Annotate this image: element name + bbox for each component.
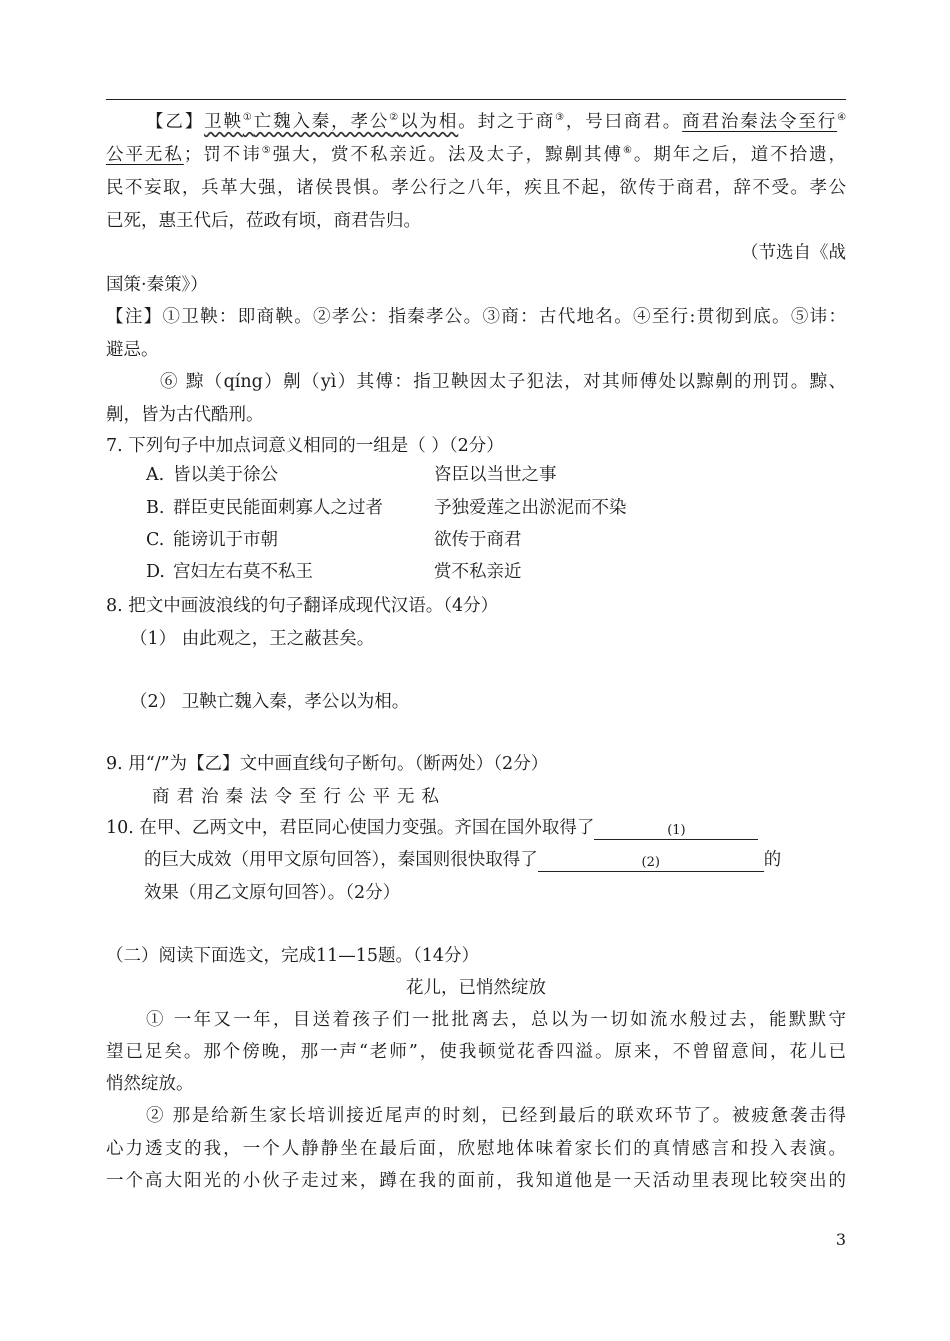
q7-option-b-right: 予独爱莲之出淤泥而不染 xyxy=(434,498,627,518)
question-8-sentence-1: （1） 由此观之，王之蔽甚矣。 xyxy=(130,629,375,649)
q7-option-a-right: 咨臣以当世之事 xyxy=(434,465,557,485)
paragraph-2-line-3: 一个高大阳光的小伙子走过来，蹲在我的面前，我知道他是一天活动里表现比较突出的 xyxy=(106,1171,846,1191)
notes-line-2: 避忌。 xyxy=(106,340,159,360)
paragraph-1-line-2: 望已足矣。那个傍晚，那一声“老师”，使我顿觉花香四溢。原来，不曾留意间，花儿已 xyxy=(106,1042,846,1062)
question-8-sentence-2: （2） 卫鞅亡魏入秦，孝公以为相。 xyxy=(130,692,410,712)
q7-option-d-right: 赏不私亲近 xyxy=(434,562,522,582)
q7-option-a-letter: A. xyxy=(146,465,165,485)
source-citation-b: 国策·秦策》） xyxy=(106,275,208,295)
q7-option-c-letter: C. xyxy=(146,530,165,550)
article-title: 花儿，已悄然绽放 xyxy=(406,978,546,998)
paragraph-1-line-3: 悄然绽放。 xyxy=(106,1074,194,1094)
passage-label: 【乙】 xyxy=(146,112,205,132)
question-9-stem: 9. 用“/”为【乙】文中画直线句子断句。（断两处）（2分） xyxy=(106,754,549,774)
section-2-heading: （二）阅读下面选文，完成11—15题。（14分） xyxy=(106,946,480,966)
notes-line-4: 劓，皆为古代酷刑。 xyxy=(106,405,264,425)
q7-option-a-left: 皆以美于徐公 xyxy=(173,465,278,485)
straight-underline-sentence: 商君治秦法令至行 xyxy=(682,112,838,132)
question-8-stem: 8. 把文中画波浪线的句子翻译成现代汉语。（4分） xyxy=(106,596,499,616)
q7-option-b-letter: B. xyxy=(146,498,165,518)
question-10-line-1: 10. 在甲、乙两文中，君臣同心使国力变强。齐国在国外取得了 (1) xyxy=(106,816,846,840)
passage-yi-line-2: 公平无私；罚不讳⑤强大，赏不私亲近。法及太子，黥劓其傅⑥。期年之后，道不拾遗， xyxy=(106,145,847,165)
q7-option-d-letter: D. xyxy=(146,562,165,582)
paragraph-2-line-2: 心力透支的我，一个人静静坐在最后面，欣慰地体味着家长们的真情感言和投入表演。 xyxy=(106,1139,846,1159)
notes-line-1: 【注】①卫鞅：即商鞅。②孝公：指秦孝公。③商：古代地名。④至行:贯彻到底。⑤讳： xyxy=(106,307,846,327)
header-rule xyxy=(106,99,846,100)
passage-yi-line-4: 已死，惠王代后，莅政有顷，商君告归。 xyxy=(106,211,421,231)
q7-option-b-left: 群臣吏民能面刺寡人之过者 xyxy=(173,498,383,518)
passage-yi-line-3: 民不妄取，兵革大强，诸侯畏惧。孝公行之八年，疾且不起，欲传于商君，辞不受。孝公 xyxy=(106,178,846,198)
q7-option-d-left: 宫妇左右莫不私王 xyxy=(173,562,313,582)
paragraph-1-line-1: ① 一年又一年，目送着孩子们一批批离去，总以为一切如流水般过去，能默默守 xyxy=(146,1010,846,1030)
answer-blank-1[interactable]: (1) xyxy=(594,819,758,840)
q7-option-c-right: 欲传于商君 xyxy=(434,530,522,550)
question-10-line-3: 效果（用乙文原句回答）。（2分） xyxy=(144,883,401,903)
paragraph-2-line-1: ② 那是给新生家长培训接近尾声的时刻，已经到最后的联欢环节了。被疲惫袭击得 xyxy=(146,1106,846,1126)
question-9-sentence: 商君治秦法令至行公平无私 xyxy=(152,787,446,807)
page-number: 3 xyxy=(835,1230,846,1249)
notes-line-3: ⑥ 黥（qíng）劓（yì）其傅：指卫鞅因太子犯法，对其师傅处以黥劓的刑罚。黥、 xyxy=(160,372,846,392)
straight-underline-sentence-end: 公平无私 xyxy=(106,145,184,165)
passage-yi-line-1: 【乙】卫鞅①亡魏入秦，孝公②以为相。封之于商③，号曰商君。商君治秦法令至行④ xyxy=(146,112,847,132)
answer-blank-2[interactable]: (2) xyxy=(538,851,764,872)
wavy-sentence: 卫鞅①亡魏入秦，孝公②以为相 xyxy=(204,112,459,132)
q7-option-c-left: 能谤讥于市朝 xyxy=(173,530,278,550)
question-10-line-2: 的巨大成效（用甲文原句回答），秦国则很快取得了 (2) 的 xyxy=(144,850,782,870)
question-7-stem: 7. 下列句子中加点词意义相同的一组是（ ）（2分） xyxy=(106,436,504,456)
source-citation-a: （节选自《战 xyxy=(741,243,846,263)
